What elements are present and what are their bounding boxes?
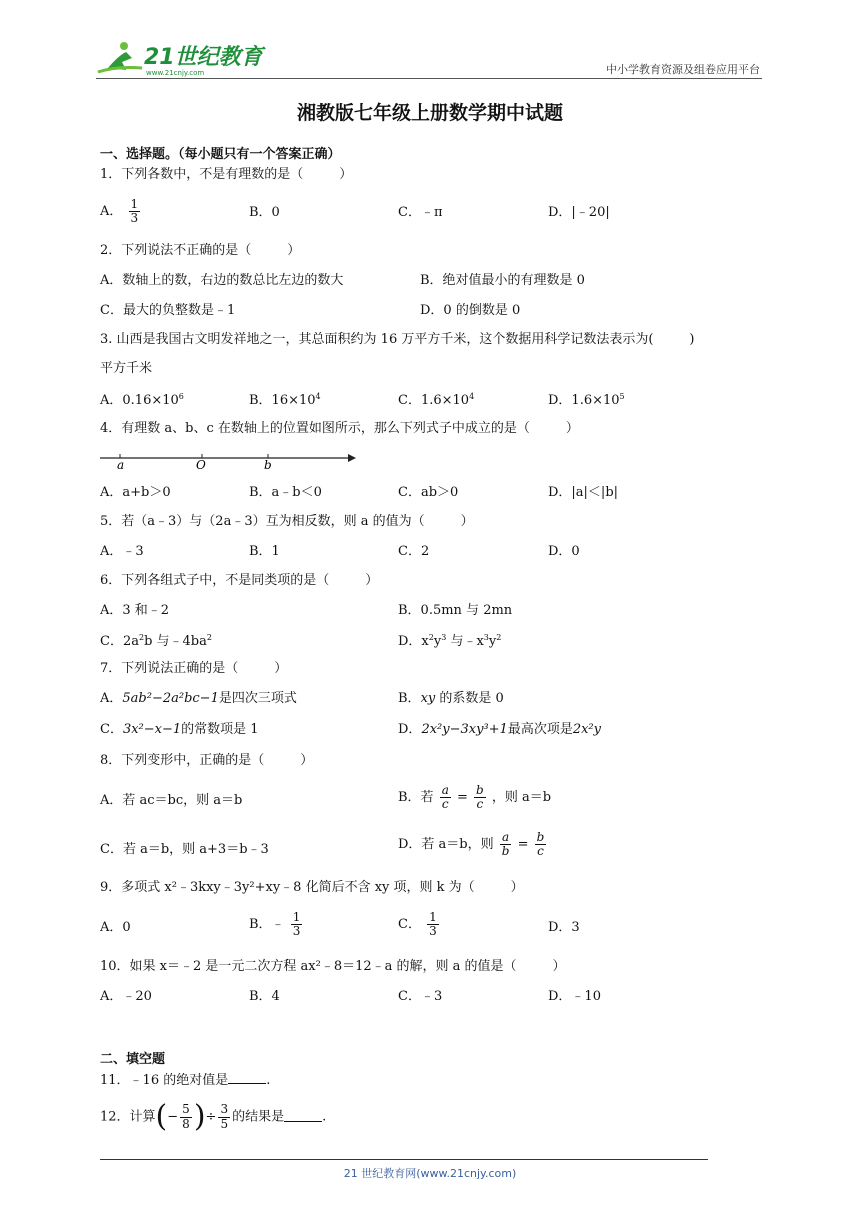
number-line xyxy=(98,446,360,470)
question-5: 5．若（a﹣3）与（2a﹣3）互为相反数，则 a 的值为（ ） xyxy=(100,514,474,529)
number-line-label-b: b xyxy=(264,458,272,470)
q9-option-d: D．3 xyxy=(548,920,580,935)
q9-option-a: A．0 xyxy=(100,920,131,935)
q7-option-d: D．2x²y−3xy³+1最高次项是2x²y xyxy=(398,722,601,737)
q4-option-d: D．|a|＜|b| xyxy=(548,485,619,500)
q9-option-b: B．﹣ $\frac{1}{3}$ xyxy=(249,910,301,939)
q6-option-b: B．0.5mn 与 2mn xyxy=(398,603,513,618)
q12-answer-blank xyxy=(284,1112,322,1122)
q10-option-b: B．4 xyxy=(249,989,280,1004)
q4-option-c: C．ab＞0 xyxy=(398,485,459,500)
q5-option-b: B．1 xyxy=(249,544,280,559)
q7-option-b: B．xy 的系数是 0 xyxy=(398,691,504,706)
q3-option-a: A．$0.16\times 10^6$ xyxy=(100,392,184,408)
q2-option-b: B．绝对值最小的有理数是 0 xyxy=(420,273,585,288)
question-3-line-2: 平方千米 xyxy=(100,361,153,376)
section-heading-choice: 一、选择题。（每小题只有一个答案正确） xyxy=(100,147,341,162)
q1-option-a: A． $\frac{1}{3}$ xyxy=(100,197,139,226)
header-platform-text: 中小学教育资源及组卷应用平台 xyxy=(606,63,760,76)
header-divider xyxy=(96,78,762,79)
q8-option-d: D．若 a＝b，则 $\frac{a}{b}$ = $\frac{b}{c}$ xyxy=(398,830,545,859)
q1-option-b: B．0 xyxy=(249,205,280,220)
q2-option-a: A．数轴上的数，右边的数总比左边的数大 xyxy=(100,273,344,288)
question-9: 9．多项式 x²﹣3kxy﹣3y²+xy﹣8 化简后不含 xy 项，则 k 为（ ） xyxy=(100,880,524,895)
q4-option-a: A．a+b＞0 xyxy=(100,485,171,500)
q4-option-b: B．a﹣b＜0 xyxy=(249,485,322,500)
footer-link[interactable]: 21 世纪教育网(www.21cnjy.com) xyxy=(343,1167,517,1180)
number-line-label-a: a xyxy=(117,458,125,470)
q5-option-c: C．2 xyxy=(398,544,430,559)
q7-option-c: C．3x²−x−1的常数项是 1 xyxy=(100,722,259,737)
q6-option-d: D．$x^2y^3$ 与$﹣x^3y^2$ xyxy=(398,633,502,649)
q6-option-a: A．3 和﹣2 xyxy=(100,603,170,618)
question-12: 12．计算(− $\frac{5}{8}$ )÷ $\frac{3}{5}$ 的结果是 . xyxy=(100,1099,327,1134)
logo-url: www.21cnjy.com xyxy=(146,69,205,77)
question-7: 7．下列说法正确的是（ ） xyxy=(100,661,288,676)
section-heading-fill: 二、填空题 xyxy=(100,1052,166,1067)
page-title: 湘教版七年级上册数学期中试题 xyxy=(296,102,563,124)
footer-divider xyxy=(100,1159,708,1160)
q1-option-d: D．|﹣20| xyxy=(548,205,610,220)
question-10: 10．如果 x＝﹣2 是一元二次方程 ax²﹣8＝12﹣a 的解，则 a 的值是（ ） xyxy=(100,959,566,974)
q1-option-c: C．﹣π xyxy=(398,205,443,220)
question-2: 2．下列说法不正确的是（ ） xyxy=(100,243,301,258)
logo-text: 21世纪教育 xyxy=(144,45,263,70)
q11-answer-blank xyxy=(228,1074,266,1084)
q3-option-d: D．$1.6\times 10^5$ xyxy=(548,392,625,408)
q3-option-c: C．$1.6\times 10^4$ xyxy=(398,392,475,408)
question-6: 6．下列各组式子中，不是同类项的是（ ） xyxy=(100,573,379,588)
q8-option-c: C．若 a＝b，则 a+3＝b﹣3 xyxy=(100,842,269,857)
q7-option-a: A．5ab²−2a²bc−1是四次三项式 xyxy=(100,691,297,706)
question-8: 8．下列变形中，正确的是（ ） xyxy=(100,753,314,768)
q6-option-c: C．$2a^2b$ 与$﹣4ba^2$ xyxy=(100,633,212,649)
q5-option-d: D．0 xyxy=(548,544,580,559)
question-4: 4．有理数 a、b、c 在数轴上的位置如图所示，那么下列式子中成立的是（ ） xyxy=(100,421,579,436)
q9-option-c: C． $\frac{1}{3}$ xyxy=(398,910,437,939)
question-3: 3. 山西是我国古文明发祥地之一，其总面积约为 16 万平方千米，这个数据用科学记数法表示为( ) xyxy=(100,332,695,347)
question-1: 1．下列各数中，不是有理数的是（ ） xyxy=(100,167,353,182)
q10-option-d: D．﹣10 xyxy=(548,989,601,1004)
q2-option-c: C．最大的负整数是﹣1 xyxy=(100,303,236,318)
q10-option-a: A．﹣20 xyxy=(100,989,152,1004)
q8-option-a: A．若 ac＝bc，则 a＝b xyxy=(100,793,243,808)
q10-option-c: C．﹣3 xyxy=(398,989,443,1004)
site-logo xyxy=(96,38,266,78)
q3-option-b: B．$16\times 10^4$ xyxy=(249,392,321,408)
q8-option-b: B．若 $\frac{a}{c}$ = $\frac{b}{c}$ ，则 a＝b xyxy=(398,783,552,812)
q2-option-d: D．0 的倒数是 0 xyxy=(420,303,521,318)
q5-option-a: A．﹣3 xyxy=(100,544,144,559)
number-line-label-o: O xyxy=(196,458,206,470)
question-11: 11．﹣16 的绝对值是 . xyxy=(100,1073,271,1088)
